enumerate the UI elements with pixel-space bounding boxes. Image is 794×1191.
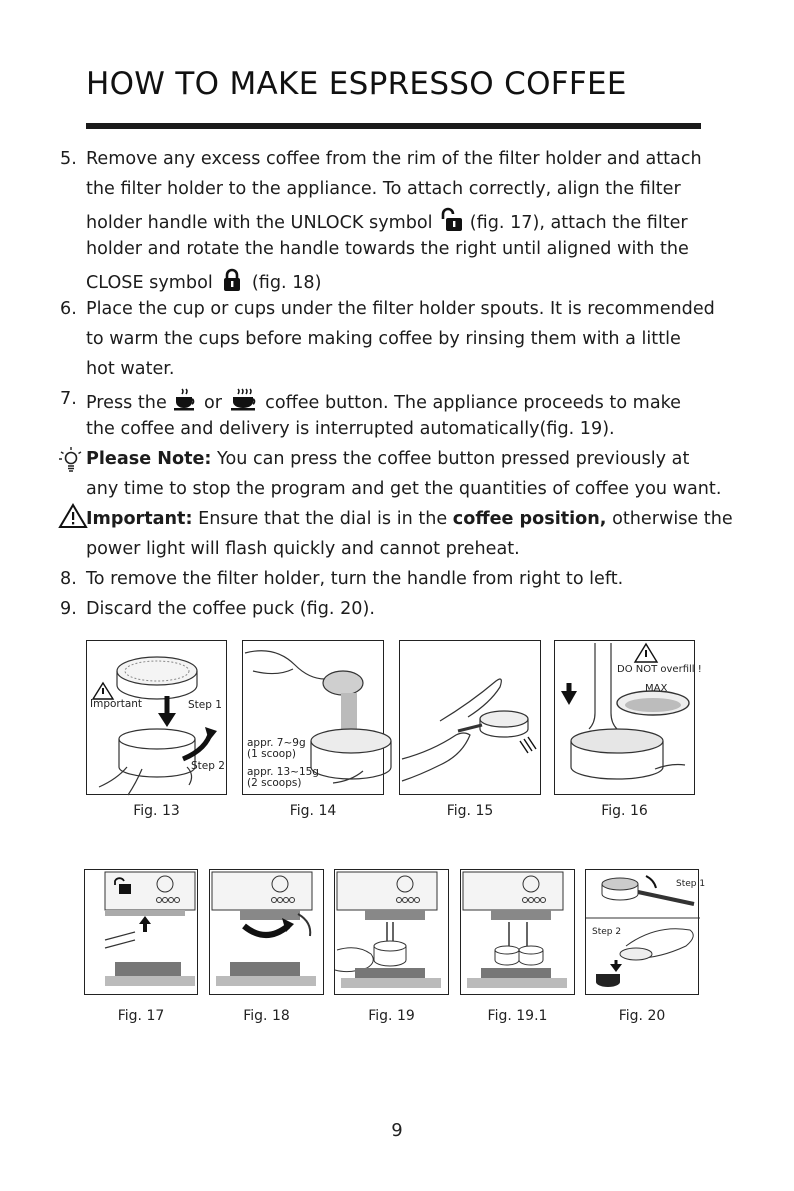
single-cup-icon <box>172 388 198 418</box>
step-5-line-3b: (fig. 17), attach the filter <box>469 213 688 233</box>
fig-18-caption: Fig. 18 <box>243 1008 290 1024</box>
step-9-number: 9. <box>60 599 77 619</box>
fig-14-amount-2b: (2 scoops) <box>247 777 302 789</box>
note-label: Please Note: <box>86 449 212 469</box>
figure-19-1 <box>460 869 575 995</box>
figure-15-drawing <box>400 641 542 796</box>
figure-13-drawing <box>87 641 228 796</box>
note-line-2: any time to stop the program and get the quantities of coffee you want. <box>86 479 722 499</box>
fig-16-caption: Fig. 16 <box>601 803 648 819</box>
fig-13-caption: Fig. 13 <box>133 803 180 819</box>
step-5-line-2: the filter holder to the appliance. To attach correctly, align the filter <box>86 179 681 199</box>
step-8-number: 8. <box>60 569 77 589</box>
fig-19-caption: Fig. 19 <box>368 1008 415 1024</box>
warning-triangle-icon <box>58 503 88 535</box>
figure-16 <box>554 640 702 795</box>
step-6-number: 6. <box>60 299 77 319</box>
step-7-number: 7. <box>60 389 77 409</box>
step-7-line-1b: or <box>203 393 222 413</box>
figure-20 <box>585 869 706 995</box>
step-5-line-4: holder and rotate the handle towards the right until aligned with the <box>86 239 689 259</box>
figure-17 <box>84 869 198 995</box>
title-divider <box>86 123 701 129</box>
fig-15-caption: Fig. 15 <box>446 803 494 819</box>
step-5-line-1: Remove any excess coffee from the rim of the filter holder and attach <box>86 149 702 169</box>
fig-19-1-caption: Fig. 19.1 <box>487 1008 548 1024</box>
fig-17-caption: Fig. 17 <box>117 1008 165 1024</box>
fig-13-step-1-label: Step 1 <box>188 699 222 711</box>
step-5-line-3 <box>86 208 688 238</box>
important-line-1a: Ensure that the dial is in the <box>198 509 448 529</box>
step-7-line-1a: Press the <box>86 393 167 413</box>
figure-19-1-drawing <box>461 870 576 996</box>
unlock-icon <box>438 208 464 238</box>
step-8-line-1: To remove the filter holder, turn the handle from right to left. <box>86 569 624 589</box>
note-line-1-text: You can press the coffee button pressed previously at <box>217 449 690 469</box>
figure-14 <box>242 640 384 795</box>
fig-20-caption: Fig. 20 <box>618 1008 666 1024</box>
fig-14-caption: Fig. 14 <box>289 803 337 819</box>
figure-19-drawing <box>335 870 450 996</box>
step-6-line-2: to warm the cups before making coffee by rinsing them with a little <box>86 329 681 349</box>
figure-19 <box>334 869 449 995</box>
step-7-line-2: the coffee and delivery is interrupted automatically(fig. 19). <box>86 419 615 439</box>
important-label: Important: <box>86 509 193 529</box>
lightbulb-icon <box>58 446 86 480</box>
figure-15 <box>399 640 541 795</box>
figure-18-drawing <box>210 870 325 996</box>
figure-13 <box>86 640 227 795</box>
fig-16-warning-label: DO NOT overfill ! <box>617 664 702 675</box>
step-5-line-5 <box>86 268 321 298</box>
important-coffee-position: coffee position, <box>452 509 607 529</box>
fig-20-step-1-label: Step 1 <box>676 879 706 889</box>
important-line-2: power light will flash quickly and cannot preheat. <box>86 539 520 559</box>
step-5-number: 5. <box>60 149 77 169</box>
figure-18 <box>209 869 324 995</box>
step-6-line-3: hot water. <box>86 359 175 379</box>
fig-13-step-2-label: Step 2 <box>191 760 225 772</box>
double-cup-icon <box>228 388 260 418</box>
figure-17-drawing <box>85 870 199 996</box>
fig-16-max-label: MAX <box>645 683 668 694</box>
fig-14-amount-2a: appr. 13~15g <box>247 766 319 778</box>
step-5-line-5b: (fig. 18) <box>251 273 322 293</box>
step-6-line-1: Place the cup or cups under the filter holder spouts. It is recommended <box>86 299 715 319</box>
step-5-line-3a: holder handle with the UNLOCK symbol <box>86 213 433 233</box>
important-line-1c: otherwise the <box>612 509 733 529</box>
step-7-line-1c: coffee button. The appliance proceeds to make <box>265 393 681 413</box>
step-5-line-5a: CLOSE symbol <box>86 273 213 293</box>
fig-14-amount-1a: appr. 7~9g <box>247 737 306 749</box>
fig-13-important-label: Important <box>90 698 143 710</box>
fig-20-step-2-label: Step 2 <box>592 927 622 937</box>
fig-14-amount-1b: (1 scoop) <box>247 748 296 760</box>
page-title: HOW TO MAKE ESPRESSO COFFEE <box>86 66 627 102</box>
page-number: 9 <box>391 1120 403 1141</box>
important-line-1 <box>86 508 733 530</box>
lock-icon <box>222 268 242 298</box>
note-line-1 <box>86 448 689 470</box>
step-7-line-1 <box>86 388 681 418</box>
step-9-line-1: Discard the coffee puck (fig. 20). <box>86 599 375 619</box>
